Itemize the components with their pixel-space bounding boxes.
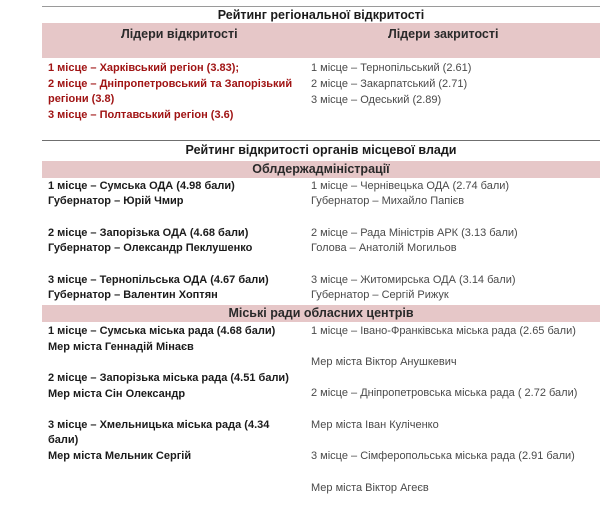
leaders-open-header: Лідери відкритості [121, 27, 238, 41]
oda-left-3-rank: 3 місце – Тернопільська ОДА (4.67 бали) [48, 274, 269, 286]
city-right-3-person: Мер міста Віктор Агеєв [311, 482, 429, 494]
regional-closed-3: 3 місце – Одеський (2.89) [311, 94, 442, 106]
oda-left-1-rank: 1 місце – Сумська ОДА (4.98 бали) [48, 180, 235, 192]
regional-open-1: 1 місце – Харківський регіон (3.83); [48, 62, 240, 74]
oda-right-3-person: Губернатор – Сергій Рижук [311, 289, 449, 301]
city-header-band [42, 305, 600, 322]
oda-right-1-rank: 1 місце – Чернівецька ОДА (2.74 бали) [311, 180, 510, 192]
oda-right-2-rank: 2 місце – Рада Міністрів АРК (3.13 бали) [311, 227, 518, 239]
oda-header: Облдержадміністрації [252, 162, 390, 176]
leaders-closed-header: Лідери закритості [388, 27, 499, 41]
city-right-2-rank: 2 місце – Дніпропетровська міська рада ( 2.72 бали) [311, 387, 578, 399]
regional-closed-2: 2 місце – Закарпатський (2.71) [311, 78, 468, 90]
oda-right-1-person: Губернатор – Михайло Папієв [311, 195, 465, 207]
oda-left-2-rank: 2 місце – Запорізька ОДА (4.68 бали) [48, 227, 249, 239]
local-top-rule [42, 140, 600, 141]
city-left-2-rank: 2 місце – Запорізька міська рада (4.51 бали) [48, 372, 289, 384]
city-right-1-person: Мер міста Віктор Анушкевич [311, 356, 457, 368]
city-left-2-person: Мер міста Сін Олександр [48, 388, 186, 400]
regional-title: Рейтинг регіональної відкритості [217, 8, 425, 22]
regional-closed-1: 1 місце – Тернопільський (2.61) [311, 62, 472, 74]
city-right-1-rank: 1 місце – Івано-Франківська міська рада (2.65 бали) [311, 325, 576, 337]
regional-open-2: 2 місце – Дніпропетровський та Запорізький регіони (3.8) [48, 78, 293, 105]
regional-open-3: 3 місце – Полтавський регіон (3.6) [48, 109, 234, 121]
city-header: Міські ради обласних центрів [228, 306, 414, 320]
oda-left-2-person: Губернатор – Олександр Пеклушенко [48, 242, 253, 254]
oda-right-2-person: Голова – Анатолій Могильов [311, 242, 457, 254]
oda-left-1-person: Губернатор – Юрій Чмир [48, 195, 184, 207]
city-right-2-person: Мер міста Іван Куліченко [311, 419, 439, 431]
city-left-1-rank: 1 місце – Сумська міська рада (4.68 бали) [48, 325, 276, 337]
oda-left-3-person: Губернатор – Валентин Хоптян [48, 289, 218, 301]
oda-header-band [42, 161, 600, 178]
local-title: Рейтинг відкритості органів місцевої влади [185, 143, 457, 157]
oda-right-3-rank: 3 місце – Житомирська ОДА (3.14 бали) [311, 274, 516, 286]
city-left-1-person: Мер міста Геннадій Мінаєв [48, 341, 194, 353]
regional-header-band [42, 23, 600, 58]
city-right-3-rank: 3 місце – Сімферопольська міська рада (2.91 бали) [311, 450, 575, 462]
top-rule [42, 6, 600, 7]
city-left-3-rank: 3 місце – Хмельницька міська рада (4.34 бали) [48, 419, 270, 446]
city-left-3-person: Мер міста Мельник Сергій [48, 450, 192, 462]
